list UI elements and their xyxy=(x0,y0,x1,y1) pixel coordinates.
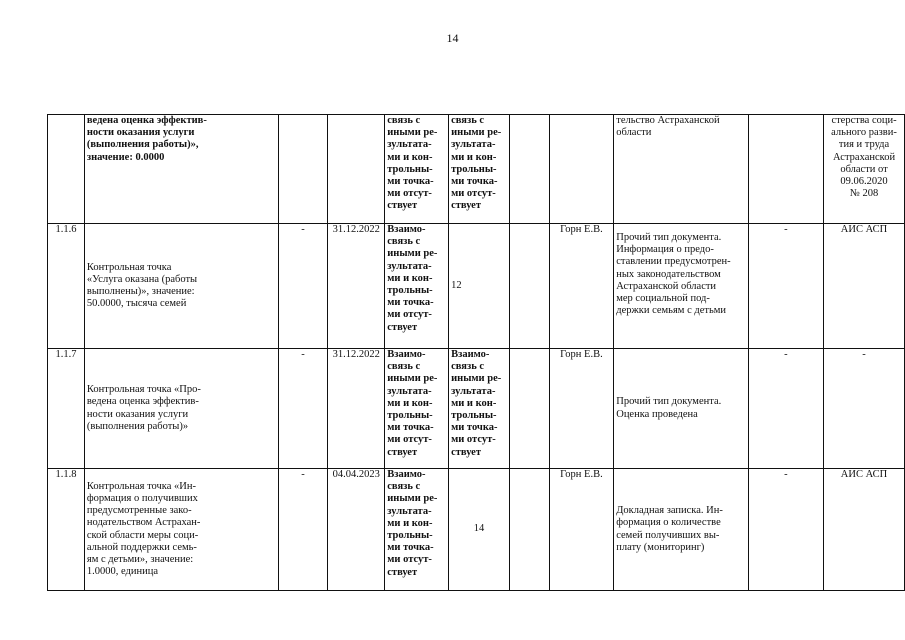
relation-cell: Взаимо- связь с иными ре- зультата- ми и кон- трольны- ми точка- ми отсут- ствует xyxy=(385,224,449,349)
responsible-person: Горн Е.В. xyxy=(549,349,614,469)
empty-cell xyxy=(510,115,550,224)
page-number: 14 xyxy=(446,31,459,45)
empty-cell xyxy=(510,349,550,469)
control-point-name: Контрольная точка «Услуга оказана (работы выполнены)», значение: 50.0000, тысяча семей xyxy=(84,224,278,349)
relation-cell: Взаимо- связь с иными ре- зультата- ми и кон- трольны- ми точка- ми отсут- ствует xyxy=(385,469,449,591)
relation-cell: связь с иными ре- зультата- ми и кон- трольны- ми точка- ми отсут- ствует xyxy=(449,115,510,224)
table-row xyxy=(48,469,905,591)
empty-cell xyxy=(510,469,550,591)
responsible-person: Горн Е.В. xyxy=(549,224,614,349)
control-point-name: Контрольная точка «Про- ведена оценка эффектив- ности оказания услуги (выполнения работы)» xyxy=(84,349,278,469)
document-type: тельство Астраханской области xyxy=(614,115,749,224)
row-number: 1.1.8 xyxy=(48,469,85,591)
document-type: Прочий тип документа. Оценка проведена xyxy=(614,349,749,469)
table-row xyxy=(48,349,905,469)
base-value: - xyxy=(278,469,328,591)
deadline-date: 31.12.2022 xyxy=(328,224,385,349)
relation-cell: Взаимо- связь с иными ре- зультата- ми и кон- трольны- ми точка- ми отсут- ствует xyxy=(449,349,510,469)
deadline-date: 31.12.2022 xyxy=(328,349,385,469)
control-points-table xyxy=(47,114,905,591)
dash-cell: - xyxy=(748,469,823,591)
relation-cell: 14 xyxy=(449,469,510,591)
control-point-name: ведена оценка эффектив- ности оказания услуги (выполнения работы)», значение: 0.0000 xyxy=(84,115,278,224)
information-system: АИС АСП xyxy=(824,469,905,591)
row-number: 1.1.6 xyxy=(48,224,85,349)
table-row xyxy=(48,115,905,224)
deadline-date xyxy=(328,115,385,224)
document-type: Прочий тип документа. Информация о предо- ставлении предусмотрен- ных законодательством Астраханской области мер социальной под- держки семьям с детьми xyxy=(614,224,749,349)
information-system: стерства соци- ального разви- тия и труда Астраханской области от 09.06.2020 № 208 xyxy=(824,115,905,224)
relation-cell: Взаимо- связь с иными ре- зультата- ми и кон- трольны- ми точка- ми отсут- ствует xyxy=(385,349,449,469)
dash-cell: - xyxy=(748,224,823,349)
control-point-name: Контрольная точка «Ин- формация о получивших предусмотренные зако- нодательством Астрахан- ской области меры соци- альной поддержки семь- ям с детьми», значение: 1.0000, единица xyxy=(84,469,278,591)
base-value: - xyxy=(278,224,328,349)
information-system: - xyxy=(824,349,905,469)
responsible-person xyxy=(549,115,614,224)
relation-cell: 12 xyxy=(449,224,510,349)
information-system: АИС АСП xyxy=(824,224,905,349)
deadline-date: 04.04.2023 xyxy=(328,469,385,591)
document-type: Докладная записка. Ин- формация о количестве семей получивших вы- плату (мониторинг) xyxy=(614,469,749,591)
dash-cell: - xyxy=(748,349,823,469)
row-number xyxy=(48,115,85,224)
empty-cell xyxy=(510,224,550,349)
relation-cell: связь с иными ре- зультата- ми и кон- трольны- ми точка- ми отсут- ствует xyxy=(385,115,449,224)
base-value: - xyxy=(278,349,328,469)
dash-cell xyxy=(748,115,823,224)
base-value xyxy=(278,115,328,224)
table-row xyxy=(48,224,905,349)
responsible-person: Горн Е.В. xyxy=(549,469,614,591)
row-number: 1.1.7 xyxy=(48,349,85,469)
